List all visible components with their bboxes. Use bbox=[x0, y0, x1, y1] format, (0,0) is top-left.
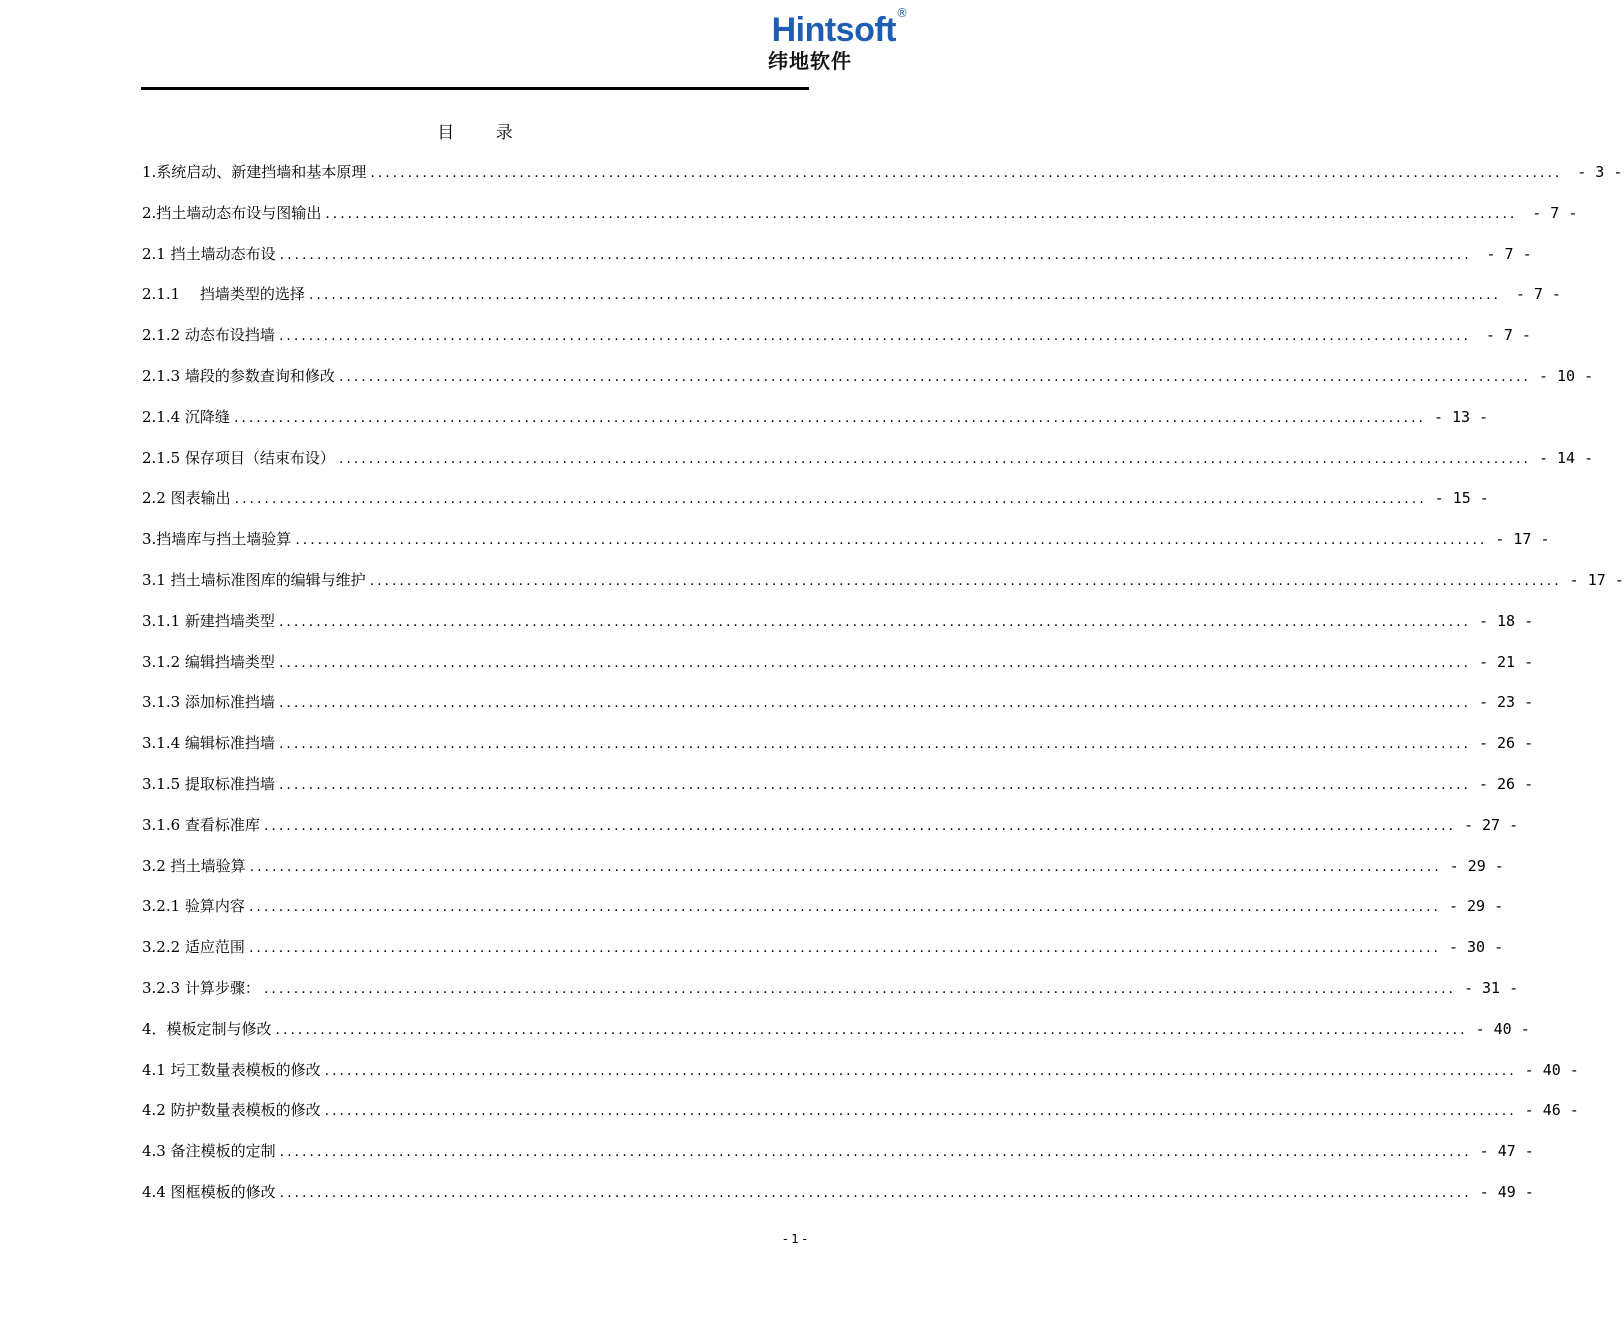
toc-entry[interactable] bbox=[142, 280, 1561, 321]
toc-entry-label: 4.3 备注模板的定制 bbox=[142, 1142, 276, 1161]
toc-leader-dots: ................................................................................................................................................................ bbox=[278, 328, 1471, 345]
registered-mark: ® bbox=[896, 6, 908, 20]
toc-entry-label: 3.2 挡土墙验算 bbox=[142, 856, 246, 875]
toc-entry[interactable] bbox=[142, 566, 1624, 607]
toc-leader-dots: ................................................................................................................................................................ bbox=[279, 1184, 1472, 1201]
toc-entry[interactable] bbox=[142, 525, 1550, 566]
toc-entry-page: - 7 - bbox=[1486, 244, 1532, 263]
hintsoft-logo bbox=[746, 8, 906, 76]
toc-entry[interactable] bbox=[142, 362, 1594, 403]
toc-entry[interactable] bbox=[142, 770, 1534, 811]
toc-entry-label: 3.1.5 提取标准挡墙 bbox=[142, 774, 275, 793]
toc-leader-dots: ................................................................................................................................................................ bbox=[248, 899, 1441, 916]
toc-title: 目 录 bbox=[437, 123, 531, 143]
toc-entry-page: - 13 - bbox=[1433, 407, 1489, 426]
toc-entry[interactable] bbox=[142, 1178, 1534, 1219]
toc-entry[interactable] bbox=[142, 240, 1532, 281]
toc-entry-page: - 40 - bbox=[1475, 1019, 1530, 1038]
toc-entry-page: - 49 - bbox=[1479, 1182, 1534, 1201]
toc-leader-dots: ................................................................................................................................................................ bbox=[338, 450, 1531, 467]
toc-leader-dots: ................................................................................................................................................................ bbox=[295, 532, 1488, 549]
logo-wordmark: Hintsoft bbox=[771, 11, 896, 49]
toc-entry-label: 3.1.2 编辑挡墙类型 bbox=[142, 652, 275, 671]
toc-entry-page: - 29 - bbox=[1449, 856, 1504, 875]
toc-leader-dots: ................................................................................................................................................................ bbox=[278, 695, 1471, 712]
toc-entry-page: - 46 - bbox=[1524, 1101, 1579, 1120]
toc-entry-page: - 40 - bbox=[1524, 1060, 1579, 1079]
toc-entry[interactable] bbox=[142, 688, 1534, 729]
toc-entry[interactable] bbox=[142, 648, 1534, 689]
toc-leader-dots: ................................................................................................................................................................ bbox=[278, 736, 1471, 753]
toc-leader-dots: ................................................................................................................................................................ bbox=[278, 654, 1471, 671]
logo-chinese-name: 纬地软件 bbox=[768, 49, 852, 73]
toc-entry-label: 4．模板定制与修改 bbox=[142, 1019, 272, 1038]
toc-entry-label: 2.1.1 挡墙类型的选择 bbox=[142, 285, 305, 304]
toc-entry-label: 3.2.2 适应范围 bbox=[142, 938, 245, 957]
toc-entry-label: 3.挡墙库与挡土墙验算 bbox=[142, 530, 292, 549]
toc-leader-dots: ................................................................................................................................................................ bbox=[248, 940, 1441, 957]
toc-entry-label: 3.2.3 计算步骤： bbox=[142, 978, 260, 997]
toc-entry-label: 3.1.4 编辑标准挡墙 bbox=[142, 734, 275, 753]
toc-entry-label: 1.系统启动、新建挡墙和基本原理 bbox=[142, 163, 367, 181]
toc-entry-page: - 18 - bbox=[1478, 611, 1534, 630]
toc-entry-label: 2.1.3 墙段的参数查询和修改 bbox=[142, 366, 335, 385]
toc-leader-dots: ................................................................................................................................................................ bbox=[263, 817, 1456, 834]
toc-entry-label: 4.1 圬工数量表模板的修改 bbox=[142, 1060, 321, 1079]
toc-entry-page: - 31 - bbox=[1463, 978, 1519, 997]
toc-entry[interactable] bbox=[142, 1056, 1579, 1097]
toc-entry-page: - 26 - bbox=[1478, 734, 1534, 753]
toc-entry[interactable] bbox=[142, 403, 1489, 444]
toc-entry[interactable] bbox=[142, 974, 1519, 1015]
toc-entry-label: 2.2 图表输出 bbox=[142, 489, 231, 508]
toc-entry-page: - 21 - bbox=[1478, 652, 1534, 671]
toc-entry-page: - 14 - bbox=[1538, 448, 1594, 467]
toc-leader-dots: ................................................................................................................................................................ bbox=[308, 287, 1501, 304]
toc-entry-page: - 27 - bbox=[1463, 815, 1519, 834]
header-rule bbox=[141, 87, 809, 90]
toc-entry-label: 2.1.2 动态布设挡墙 bbox=[142, 326, 275, 345]
toc-leader-dots: ................................................................................................................................................................ bbox=[279, 1144, 1472, 1161]
toc-entry-page: - 30 - bbox=[1448, 938, 1504, 957]
table-of-contents bbox=[142, 158, 1624, 1219]
toc-leader-dots: ................................................................................................................................................................ bbox=[234, 491, 1427, 508]
toc-leader-dots: ................................................................................................................................................................ bbox=[324, 1062, 1517, 1079]
toc-entry-label: 2.1.5 保存项目（结束布设） bbox=[142, 448, 335, 467]
toc-leader-dots: ................................................................................................................................................................ bbox=[249, 858, 1442, 875]
toc-entry-label: 2.1.4 沉降缝 bbox=[142, 407, 230, 426]
toc-entry[interactable] bbox=[142, 444, 1594, 485]
toc-entry[interactable] bbox=[142, 1015, 1530, 1056]
toc-leader-dots: ................................................................................................................................................................ bbox=[278, 776, 1471, 793]
toc-entry-page: - 15 - bbox=[1434, 489, 1489, 508]
toc-entry-label: 2.1 挡土墙动态布设 bbox=[142, 244, 276, 263]
toc-entry-page: - 7 - bbox=[1532, 203, 1578, 222]
toc-entry-label: 3.1.6 查看标准库 bbox=[142, 815, 260, 834]
toc-entry-label: 2.挡土墙动态布设与图输出 bbox=[142, 203, 322, 222]
toc-entry-page: - 26 - bbox=[1478, 774, 1534, 793]
toc-entry[interactable] bbox=[142, 729, 1534, 770]
toc-entry[interactable] bbox=[142, 607, 1534, 648]
toc-entry-label: 3.2.1 验算内容 bbox=[142, 897, 245, 916]
toc-leader-dots: ................................................................................................................................................................ bbox=[324, 1103, 1517, 1120]
toc-leader-dots: ................................................................................................................................................................ bbox=[278, 613, 1471, 630]
toc-entry[interactable] bbox=[142, 484, 1489, 525]
toc-entry-label: 4.2 防护数量表模板的修改 bbox=[142, 1101, 321, 1120]
toc-leader-dots: ................................................................................................................................................................ bbox=[338, 368, 1531, 385]
toc-entry[interactable] bbox=[142, 1096, 1579, 1137]
toc-entry-label: 3.1 挡土墙标准图库的编辑与维护 bbox=[142, 570, 366, 589]
toc-leader-dots: ................................................................................................................................................................ bbox=[369, 572, 1562, 589]
toc-leader-dots: ................................................................................................................................................................ bbox=[275, 1021, 1468, 1038]
toc-entry-page: - 3 - bbox=[1577, 163, 1623, 181]
toc-entry[interactable] bbox=[142, 852, 1504, 893]
toc-entry-page: - 17 - bbox=[1495, 530, 1550, 549]
toc-entry-page: - 7 - bbox=[1485, 326, 1531, 345]
toc-entry-page: - 17 - bbox=[1569, 570, 1624, 589]
toc-leader-dots: ................................................................................................................................................................ bbox=[233, 409, 1426, 426]
toc-entry-page: - 47 - bbox=[1479, 1142, 1534, 1161]
toc-entry[interactable] bbox=[142, 1137, 1534, 1178]
toc-entry[interactable] bbox=[142, 933, 1504, 974]
toc-leader-dots: ................................................................................................................................................................ bbox=[370, 165, 1563, 181]
toc-entry[interactable] bbox=[142, 158, 1623, 199]
page-number: - 1 - bbox=[783, 1232, 807, 1246]
toc-entry[interactable] bbox=[142, 892, 1504, 933]
toc-entry-page: - 29 - bbox=[1448, 897, 1504, 916]
toc-entry[interactable] bbox=[142, 199, 1578, 240]
toc-entry-label: 4.4 图框模板的修改 bbox=[142, 1182, 276, 1201]
toc-entry-page: - 10 - bbox=[1538, 366, 1594, 385]
toc-leader-dots: ................................................................................................................................................................ bbox=[325, 205, 1518, 222]
toc-entry[interactable] bbox=[142, 321, 1531, 362]
toc-entry-page: - 23 - bbox=[1478, 693, 1534, 712]
toc-entry-label: 3.1.3 添加标准挡墙 bbox=[142, 693, 275, 712]
toc-leader-dots: ................................................................................................................................................................ bbox=[263, 980, 1456, 997]
toc-entry[interactable] bbox=[142, 811, 1519, 852]
toc-entry-page: - 7 - bbox=[1515, 285, 1561, 304]
toc-leader-dots: ................................................................................................................................................................ bbox=[279, 246, 1472, 263]
toc-entry-label: 3.1.1 新建挡墙类型 bbox=[142, 611, 275, 630]
